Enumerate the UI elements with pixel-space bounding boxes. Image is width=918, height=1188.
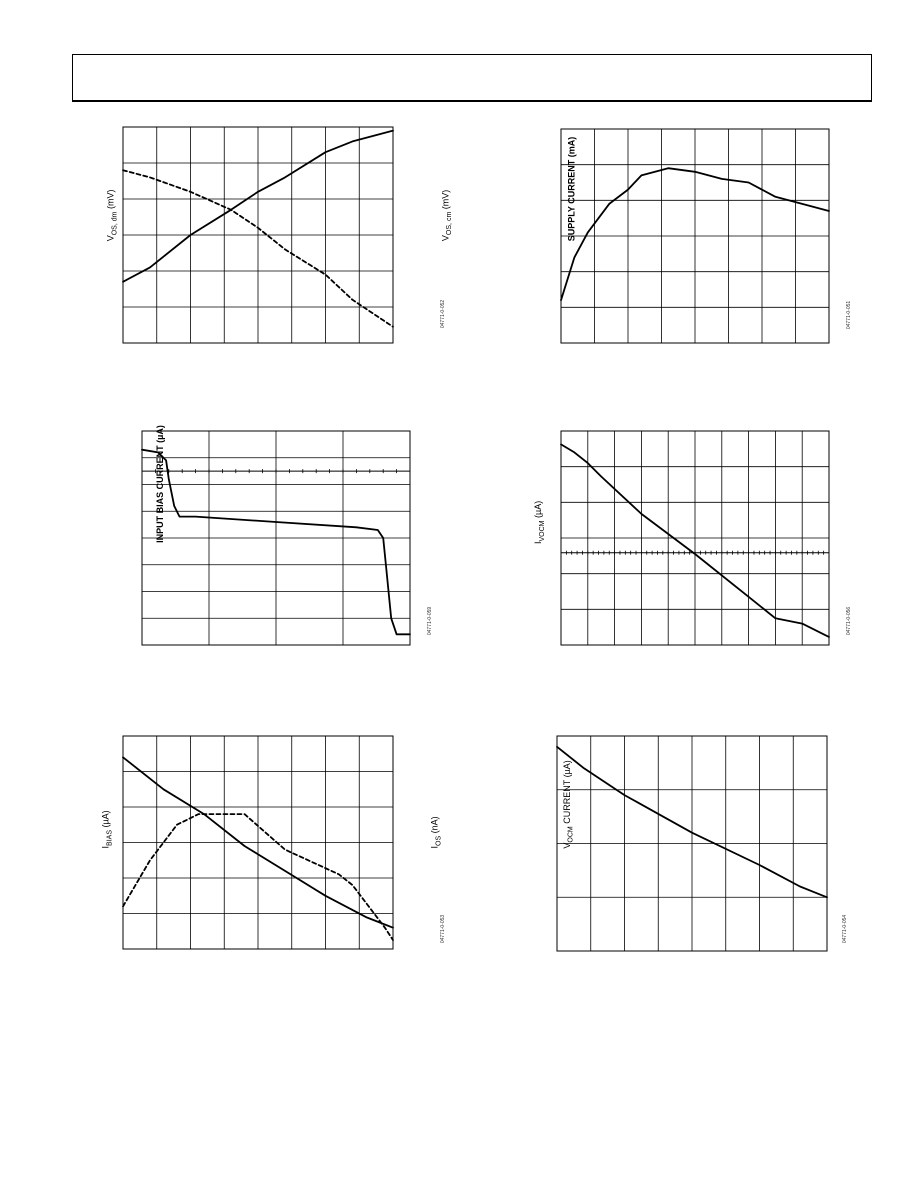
- plot-ivocm: [561, 431, 829, 645]
- figure-id: 04771-0-056: [846, 606, 853, 635]
- figure-id: 04771-0-052: [440, 299, 447, 328]
- y-axis-label-left: [561, 760, 574, 848]
- plot-supply-current: [561, 129, 829, 343]
- y-label-right-unit: (mV): [439, 190, 450, 213]
- y-label-right-main: V: [439, 235, 450, 242]
- y-axis-label-left: [105, 190, 118, 242]
- y-label-left-sub: VOCM: [538, 520, 546, 542]
- y-axis-label-left: [533, 501, 546, 544]
- figure-id: 04771-0-059: [427, 606, 434, 635]
- figure-id: 04771-0-051: [846, 300, 853, 329]
- y-label-left-unit: (µA): [532, 501, 543, 521]
- y-label-left-main: V: [561, 842, 572, 849]
- y-label-right-unit: (nA): [429, 816, 440, 836]
- page-header-box: [72, 54, 872, 102]
- plot-vos-dm-cm: [123, 127, 393, 343]
- plot-ibias-ios: [123, 736, 393, 949]
- y-label-right-sub: OS, cm: [445, 212, 453, 236]
- y-label-left-main: V: [105, 235, 116, 242]
- y-axis-label-right: [429, 816, 442, 848]
- y-label-right-main: I: [429, 845, 440, 849]
- y-label-left-unit: CURRENT (µA): [561, 760, 572, 827]
- y-label-left-sub: OS, dm: [110, 211, 118, 236]
- figure-id: 04771-0-054: [842, 914, 849, 943]
- plot-input-bias-current: [142, 431, 410, 645]
- y-axis-label-left: [100, 810, 113, 848]
- plot-vocm-current: [557, 736, 827, 951]
- y-label-right-sub: OS: [435, 835, 443, 846]
- y-label-left-main: I: [532, 541, 543, 545]
- y-label-left-main: I: [100, 845, 111, 849]
- y-axis-label-left: INPUT BIAS CURRENT (µA): [154, 425, 165, 543]
- y-label-left-unit: (mV): [105, 189, 116, 212]
- y-label-left-sub: BIAS: [106, 829, 114, 846]
- y-axis-label-right: [440, 190, 453, 241]
- y-label-left-unit: (µA): [100, 810, 111, 830]
- figure-id: 04771-0-053: [440, 914, 447, 943]
- y-axis-label-left: SUPPLY CURRENT (mA): [566, 136, 577, 241]
- y-label-left-sub: OCM: [567, 826, 575, 843]
